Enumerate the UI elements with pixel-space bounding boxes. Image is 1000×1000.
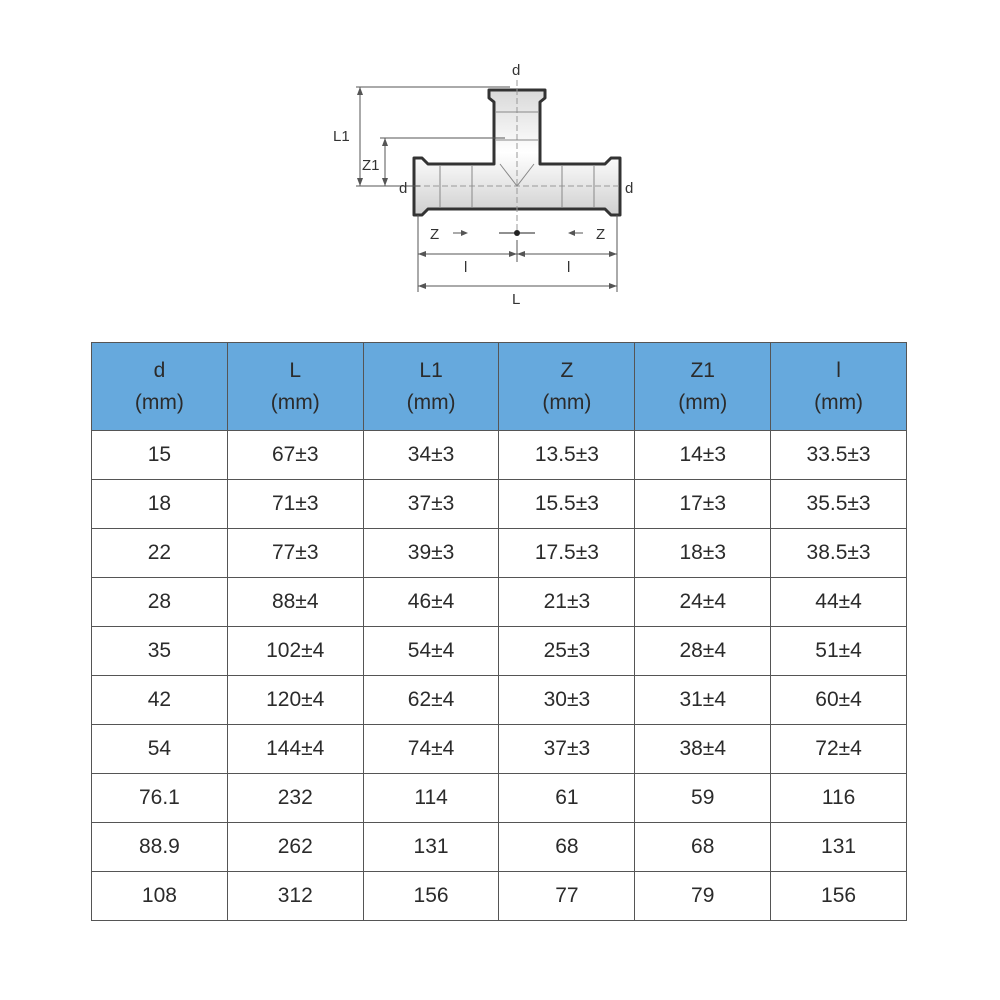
table-cell: 21±3 xyxy=(499,578,635,627)
table-cell: 22 xyxy=(92,529,228,578)
header-unit: (mm) xyxy=(406,390,456,414)
header-name: L1 xyxy=(419,358,443,382)
header-Z1 xyxy=(635,343,771,431)
label-d-left: d xyxy=(399,180,408,197)
header-d xyxy=(92,343,228,431)
table-cell: 38.5±3 xyxy=(771,529,907,578)
table-cell: 13.5±3 xyxy=(499,431,635,480)
table-cell: 59 xyxy=(635,774,771,823)
table-cell: 28±4 xyxy=(635,627,771,676)
table-cell: 232 xyxy=(227,774,363,823)
table-cell: 33.5±3 xyxy=(771,431,907,480)
header-unit: (mm) xyxy=(542,390,592,414)
table-cell: 39±3 xyxy=(363,529,499,578)
header-l xyxy=(771,343,907,431)
table-cell: 131 xyxy=(363,823,499,872)
table-header-row xyxy=(92,343,907,431)
tee-body xyxy=(414,80,620,236)
table-cell: 68 xyxy=(635,823,771,872)
table-cell: 62±4 xyxy=(363,676,499,725)
table-cell: 14±3 xyxy=(635,431,771,480)
table-cell: 46±4 xyxy=(363,578,499,627)
table-cell: 17±3 xyxy=(635,480,771,529)
dimension-table xyxy=(91,342,907,921)
table-cell: 144±4 xyxy=(227,725,363,774)
table-row xyxy=(92,725,907,774)
table-cell: 37±3 xyxy=(363,480,499,529)
header-name: Z xyxy=(560,358,574,382)
table-cell: 312 xyxy=(227,872,363,921)
table-cell: 44±4 xyxy=(771,578,907,627)
table-cell: 88.9 xyxy=(92,823,228,872)
table-cell: 60±4 xyxy=(771,676,907,725)
table-cell: 30±3 xyxy=(499,676,635,725)
table-cell: 77 xyxy=(499,872,635,921)
table-cell: 54 xyxy=(92,725,228,774)
label-Z1: Z1 xyxy=(362,157,380,174)
table-row xyxy=(92,774,907,823)
table-cell: 102±4 xyxy=(227,627,363,676)
table-cell: 108 xyxy=(92,872,228,921)
label-l-right: l xyxy=(567,259,571,276)
table-cell: 79 xyxy=(635,872,771,921)
table-row xyxy=(92,676,907,725)
table-cell: 77±3 xyxy=(227,529,363,578)
table-row xyxy=(92,480,907,529)
table-cell: 116 xyxy=(771,774,907,823)
table-cell: 15 xyxy=(92,431,228,480)
table-cell: 156 xyxy=(771,872,907,921)
table-cell: 34±3 xyxy=(363,431,499,480)
table-cell: 51±4 xyxy=(771,627,907,676)
table-cell: 17.5±3 xyxy=(499,529,635,578)
table-cell: 61 xyxy=(499,774,635,823)
header-Z xyxy=(499,343,635,431)
table-cell: 68 xyxy=(499,823,635,872)
table-cell: 37±3 xyxy=(499,725,635,774)
table-cell: 35 xyxy=(92,627,228,676)
table-cell: 25±3 xyxy=(499,627,635,676)
table-cell: 71±3 xyxy=(227,480,363,529)
label-Z-left: Z xyxy=(430,226,440,243)
table-cell: 72±4 xyxy=(771,725,907,774)
label-d-top: d xyxy=(512,62,521,79)
header-name: l xyxy=(836,358,841,382)
table-cell: 54±4 xyxy=(363,627,499,676)
label-L1: L1 xyxy=(333,128,350,145)
table-row xyxy=(92,578,907,627)
table-cell: 15.5±3 xyxy=(499,480,635,529)
header-name: d xyxy=(153,358,166,382)
header-unit: (mm) xyxy=(134,390,184,414)
table-row xyxy=(92,823,907,872)
table-cell: 156 xyxy=(363,872,499,921)
table-cell: 31±4 xyxy=(635,676,771,725)
table-cell: 120±4 xyxy=(227,676,363,725)
table-cell: 131 xyxy=(771,823,907,872)
label-l-left: l xyxy=(464,259,468,276)
table-cell: 28 xyxy=(92,578,228,627)
table-body xyxy=(92,431,907,921)
header-name: L xyxy=(289,358,302,382)
table-row xyxy=(92,627,907,676)
table-cell: 35.5±3 xyxy=(771,480,907,529)
table-row xyxy=(92,529,907,578)
tee-fitting-drawing xyxy=(330,55,650,315)
table-row xyxy=(92,431,907,480)
table-cell: 88±4 xyxy=(227,578,363,627)
table-row xyxy=(92,872,907,921)
table-cell: 262 xyxy=(227,823,363,872)
table-cell: 18 xyxy=(92,480,228,529)
table-cell: 42 xyxy=(92,676,228,725)
label-L: L xyxy=(512,291,521,308)
label-d-right: d xyxy=(625,180,634,197)
table-cell: 74±4 xyxy=(363,725,499,774)
header-unit: (mm) xyxy=(270,390,320,414)
label-Z-right: Z xyxy=(596,226,606,243)
table-cell: 18±3 xyxy=(635,529,771,578)
table-cell: 67±3 xyxy=(227,431,363,480)
table-cell: 114 xyxy=(363,774,499,823)
table-cell: 76.1 xyxy=(92,774,228,823)
header-L1 xyxy=(363,343,499,431)
header-unit: (mm) xyxy=(814,390,864,414)
header-name: Z1 xyxy=(690,358,715,382)
header-unit: (mm) xyxy=(678,390,728,414)
table-cell: 24±4 xyxy=(635,578,771,627)
header-L xyxy=(227,343,363,431)
table-cell: 38±4 xyxy=(635,725,771,774)
